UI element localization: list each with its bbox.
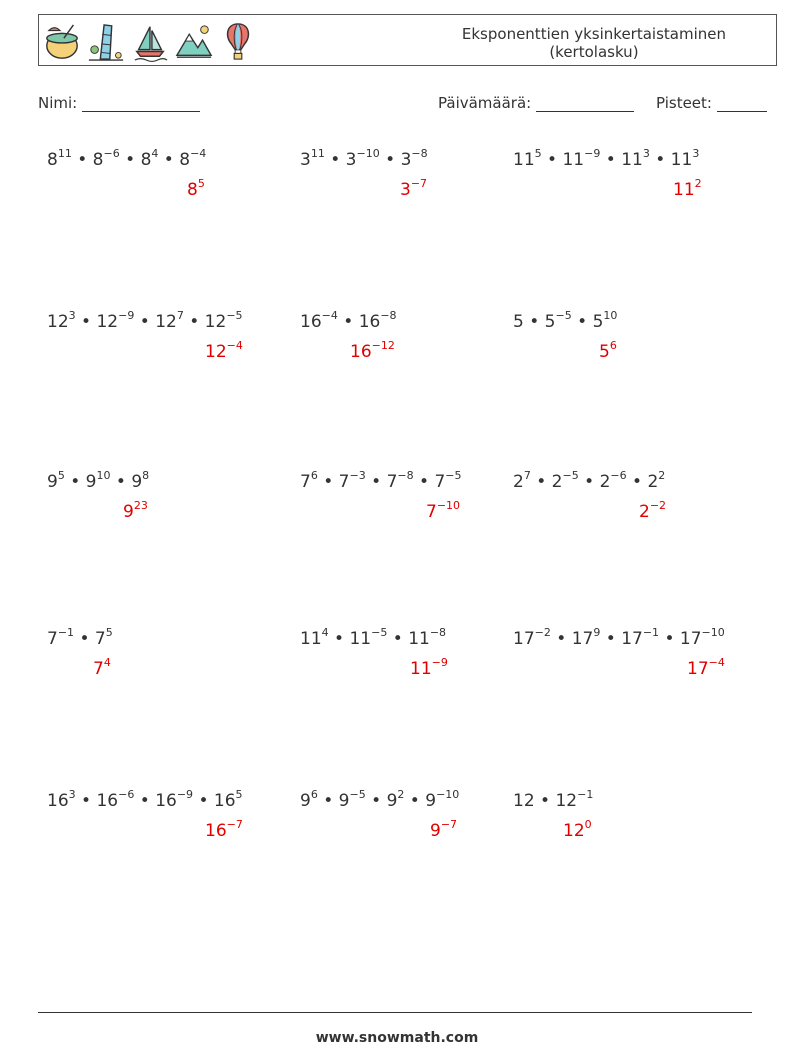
problem-expression <box>513 788 594 811</box>
power-exponent: −5 <box>226 309 243 322</box>
answer-base: 5 <box>599 342 610 362</box>
answer <box>639 499 667 522</box>
answer-exponent: −9 <box>431 656 448 669</box>
multiply-dot: • <box>317 791 339 811</box>
answer-base: 7 <box>93 659 104 679</box>
answer <box>205 339 243 362</box>
power-term <box>400 147 428 170</box>
problem-expression <box>513 469 666 492</box>
power-exponent: −1 <box>642 626 660 639</box>
power-exponent: 6 <box>310 469 318 482</box>
power-exponent: −6 <box>610 469 627 482</box>
answer-exponent: −10 <box>436 499 461 512</box>
multiply-dot: • <box>134 312 156 332</box>
multiply-dot: • <box>626 472 648 492</box>
answer-base: 3 <box>400 180 411 200</box>
power-exponent: 10 <box>96 469 111 482</box>
multiply-dot: • <box>600 629 622 649</box>
multiply-dot: • <box>571 312 593 332</box>
power-term <box>434 469 462 492</box>
power-term <box>386 469 414 492</box>
power-exponent: −9 <box>176 788 194 801</box>
power-term <box>85 469 111 492</box>
answer-base: 11 <box>410 659 432 679</box>
power-term <box>47 147 72 170</box>
power-term <box>345 147 380 170</box>
answer <box>426 499 461 522</box>
power-exponent: −5 <box>445 469 462 482</box>
power-term <box>544 309 572 332</box>
multiply-dot: • <box>74 629 95 649</box>
power-term <box>349 626 388 649</box>
power-base: 9 <box>131 472 143 492</box>
power-exponent: −9 <box>118 309 135 322</box>
power-exponent: 10 <box>603 309 618 322</box>
power-term <box>300 469 318 492</box>
multiply-dot: • <box>413 472 435 492</box>
power-term <box>300 309 338 332</box>
coconut-drink-icon <box>43 21 81 63</box>
power-exponent: −4 <box>321 309 338 322</box>
answer-base: 8 <box>187 180 198 200</box>
answer <box>687 656 725 679</box>
problem-expression <box>300 147 428 170</box>
title-line-2: (kertolasku) <box>549 43 639 61</box>
multiply-dot: • <box>550 629 572 649</box>
power-base: 7 <box>47 629 58 649</box>
answer-exponent: 5 <box>197 177 205 190</box>
power-exponent: −10 <box>436 788 460 801</box>
power-exponent: −1 <box>57 626 75 639</box>
power-base: 3 <box>345 150 357 170</box>
power-exponent: 8 <box>142 469 150 482</box>
problem-expression <box>300 309 397 332</box>
power-exponent: 11 <box>57 147 72 160</box>
worksheet-title <box>462 25 726 61</box>
date-blank[interactable] <box>536 97 634 112</box>
power-term <box>96 309 135 332</box>
multiply-dot: • <box>404 791 426 811</box>
power-base: 9 <box>47 472 58 492</box>
power-term <box>94 626 113 649</box>
power-exponent: 6 <box>310 788 318 801</box>
power-base: 11 <box>621 150 643 170</box>
answer <box>673 177 702 200</box>
multiply-dot: • <box>64 472 86 492</box>
problem-expression <box>47 309 243 332</box>
problem-expression <box>513 309 618 332</box>
answer-base: 12 <box>205 342 227 362</box>
problem-expression <box>300 626 447 649</box>
problem-expression <box>513 626 725 649</box>
power-exponent: −9 <box>584 147 601 160</box>
score-label: Pisteet: <box>656 94 712 112</box>
answer-exponent: −4 <box>708 656 725 669</box>
power-term <box>300 788 318 811</box>
answer-base: 7 <box>426 502 437 522</box>
worksheet-header <box>38 14 777 66</box>
power-exponent: 5 <box>534 147 542 160</box>
leaning-tower-icon <box>87 21 125 63</box>
power-term <box>599 469 627 492</box>
power-base: 9 <box>300 791 311 811</box>
power-exponent: −8 <box>411 147 428 160</box>
power-exponent: 2 <box>658 469 666 482</box>
power-base: 9 <box>338 791 350 811</box>
power-base: 3 <box>300 150 311 170</box>
mountains-icon <box>175 21 213 63</box>
power-base: 16 <box>358 312 381 332</box>
multiply-dot: • <box>534 791 556 811</box>
multiply-dot: • <box>317 472 339 492</box>
answer-exponent: 4 <box>103 656 111 669</box>
power-term <box>47 626 75 649</box>
power-exponent: 4 <box>321 626 329 639</box>
answer-exponent: 2 <box>694 177 702 190</box>
power-exponent: −1 <box>577 788 594 801</box>
multiply-dot: • <box>649 150 671 170</box>
power-exponent: 5 <box>105 626 113 639</box>
power-base: 7 <box>94 629 106 649</box>
multiply-dot: • <box>324 150 346 170</box>
power-base: 11 <box>349 629 372 649</box>
power-term <box>96 788 135 811</box>
power-base: 16 <box>47 791 69 811</box>
multiply-dot: • <box>183 312 205 332</box>
problem-expression <box>47 788 243 811</box>
power-exponent: 4 <box>151 147 159 160</box>
power-base: 17 <box>571 629 594 649</box>
power-exponent: 7 <box>176 309 184 322</box>
footer-url: www.snowmath.com <box>315 1030 479 1046</box>
power-term <box>300 626 329 649</box>
power-term <box>47 309 76 332</box>
power-term <box>338 788 366 811</box>
power-exponent: −4 <box>190 147 207 160</box>
multiply-dot: • <box>365 791 387 811</box>
answer-exponent: −7 <box>226 818 243 831</box>
answer-base: 16 <box>350 342 372 362</box>
multiply-dot: • <box>578 472 600 492</box>
power-exponent: −8 <box>397 469 414 482</box>
power-base: 2 <box>551 472 563 492</box>
multiply-dot: • <box>328 629 350 649</box>
power-exponent: 3 <box>68 309 76 322</box>
power-base: 2 <box>647 472 659 492</box>
power-term <box>179 147 207 170</box>
title-line-1: Eksponenttien yksinkertaistaminen <box>461 25 726 43</box>
power-base: 12 <box>513 791 535 811</box>
answer <box>187 177 205 200</box>
power-base: 11 <box>513 150 535 170</box>
score-field <box>656 94 767 112</box>
power-base: 12 <box>96 312 119 332</box>
power-base: 9 <box>386 791 398 811</box>
power-term <box>358 309 397 332</box>
power-term <box>92 147 120 170</box>
multiply-dot: • <box>71 150 93 170</box>
power-base: 17 <box>679 629 702 649</box>
answer <box>563 818 592 841</box>
power-base: 12 <box>555 791 578 811</box>
multiply-dot: • <box>523 312 545 332</box>
answer-base: 9 <box>123 502 134 522</box>
multiply-dot: • <box>337 312 359 332</box>
power-base: 2 <box>513 472 524 492</box>
power-base: 11 <box>562 150 585 170</box>
power-base: 16 <box>96 791 119 811</box>
multiply-dot: • <box>541 150 563 170</box>
name-field <box>38 94 200 112</box>
power-base: 17 <box>621 629 643 649</box>
problem-expression <box>47 147 207 170</box>
power-term <box>513 147 542 170</box>
answer-exponent: −12 <box>371 339 395 352</box>
power-exponent: −8 <box>429 626 447 639</box>
power-exponent: −5 <box>562 469 579 482</box>
answer <box>430 818 458 841</box>
answer-exponent: 23 <box>133 499 148 512</box>
power-base: 7 <box>434 472 446 492</box>
power-exponent: −8 <box>380 309 397 322</box>
score-blank[interactable] <box>717 97 767 112</box>
answer-base: 11 <box>673 180 695 200</box>
power-exponent: 2 <box>397 788 405 801</box>
power-base: 16 <box>155 791 177 811</box>
power-term <box>513 312 524 332</box>
answer <box>410 656 448 679</box>
answer-base: 16 <box>205 821 227 841</box>
answer-exponent: −4 <box>226 339 243 352</box>
power-term <box>338 469 366 492</box>
power-term <box>592 309 618 332</box>
date-field <box>438 94 634 112</box>
multiply-dot: • <box>193 791 214 811</box>
answer <box>205 818 243 841</box>
power-exponent: 3 <box>692 147 700 160</box>
answer-exponent: −7 <box>440 818 458 831</box>
power-exponent: 11 <box>310 147 325 160</box>
answer-base: 9 <box>430 821 441 841</box>
power-term <box>551 469 579 492</box>
power-base: 7 <box>386 472 398 492</box>
sailboat-icon <box>131 21 169 63</box>
power-term <box>513 626 551 649</box>
answer <box>350 339 395 362</box>
problem-expression <box>47 626 113 649</box>
power-base: 8 <box>92 150 104 170</box>
power-exponent: −6 <box>103 147 120 160</box>
power-base: 16 <box>300 312 322 332</box>
power-term <box>571 626 601 649</box>
power-base: 16 <box>213 791 236 811</box>
answer-exponent: −7 <box>410 177 428 190</box>
answer-exponent: 0 <box>584 818 592 831</box>
problem-expression <box>300 788 460 811</box>
power-term <box>621 626 660 649</box>
power-base: 2 <box>599 472 611 492</box>
power-base: 12 <box>47 312 69 332</box>
answer-base: 17 <box>687 659 709 679</box>
multiply-dot: • <box>365 472 387 492</box>
answer-base: 12 <box>563 821 585 841</box>
power-base: 8 <box>47 150 58 170</box>
power-exponent: 5 <box>57 469 65 482</box>
power-term <box>562 147 601 170</box>
multiply-dot: • <box>134 791 156 811</box>
multiply-dot: • <box>600 150 622 170</box>
multiply-dot: • <box>158 150 180 170</box>
power-exponent: −5 <box>349 788 366 801</box>
power-term <box>408 626 447 649</box>
date-label: Päivämäärä: <box>438 94 532 112</box>
power-term <box>670 147 700 170</box>
power-term <box>425 788 460 811</box>
power-exponent: 3 <box>68 788 76 801</box>
name-label: Nimi: <box>38 94 78 112</box>
power-term <box>213 788 243 811</box>
footer-divider <box>38 1012 752 1013</box>
power-term <box>679 626 725 649</box>
answer <box>93 656 111 679</box>
multiply-dot: • <box>659 629 680 649</box>
power-exponent: −2 <box>534 626 551 639</box>
power-exponent: −10 <box>701 626 725 639</box>
power-exponent: 9 <box>593 626 601 639</box>
answer <box>123 499 148 522</box>
power-term <box>155 309 184 332</box>
power-exponent: −6 <box>118 788 135 801</box>
power-term <box>555 788 594 811</box>
power-base: 9 <box>425 791 437 811</box>
power-term <box>140 147 159 170</box>
power-base: 5 <box>513 312 524 332</box>
power-base: 7 <box>300 472 311 492</box>
power-base: 7 <box>338 472 350 492</box>
name-blank[interactable] <box>82 97 200 112</box>
power-term <box>647 469 666 492</box>
answer-exponent: −2 <box>649 499 667 512</box>
power-base: 11 <box>670 150 693 170</box>
power-exponent: 7 <box>523 469 531 482</box>
multiply-dot: • <box>75 791 97 811</box>
power-base: 12 <box>204 312 227 332</box>
answer-exponent: 6 <box>609 339 617 352</box>
problem-expression <box>513 147 700 170</box>
hot-air-balloon-icon <box>219 21 257 63</box>
power-base: 8 <box>179 150 191 170</box>
power-term <box>513 791 535 811</box>
power-exponent: −3 <box>349 469 366 482</box>
power-base: 11 <box>300 629 322 649</box>
answer-base: 2 <box>639 502 650 522</box>
power-term <box>131 469 150 492</box>
multiply-dot: • <box>75 312 97 332</box>
power-term <box>155 788 194 811</box>
power-base: 9 <box>85 472 97 492</box>
power-base: 8 <box>140 150 152 170</box>
multiply-dot: • <box>530 472 552 492</box>
power-exponent: −10 <box>356 147 380 160</box>
power-term <box>300 147 325 170</box>
power-term <box>47 469 65 492</box>
power-base: 5 <box>592 312 604 332</box>
multiply-dot: • <box>387 629 409 649</box>
multiply-dot: • <box>110 472 132 492</box>
power-term <box>386 788 405 811</box>
power-term <box>621 147 650 170</box>
multiply-dot: • <box>119 150 141 170</box>
power-exponent: 3 <box>642 147 650 160</box>
power-base: 17 <box>513 629 535 649</box>
power-term <box>204 309 243 332</box>
power-base: 12 <box>155 312 177 332</box>
power-exponent: −5 <box>371 626 388 639</box>
problem-expression <box>300 469 462 492</box>
power-base: 11 <box>408 629 430 649</box>
answer <box>599 339 617 362</box>
power-exponent: 5 <box>235 788 243 801</box>
header-icons <box>43 20 257 64</box>
power-exponent: −5 <box>555 309 572 322</box>
power-term <box>47 788 76 811</box>
multiply-dot: • <box>379 150 401 170</box>
answer <box>400 177 428 200</box>
power-term <box>513 469 531 492</box>
power-base: 5 <box>544 312 556 332</box>
power-base: 3 <box>400 150 412 170</box>
problem-expression <box>47 469 150 492</box>
